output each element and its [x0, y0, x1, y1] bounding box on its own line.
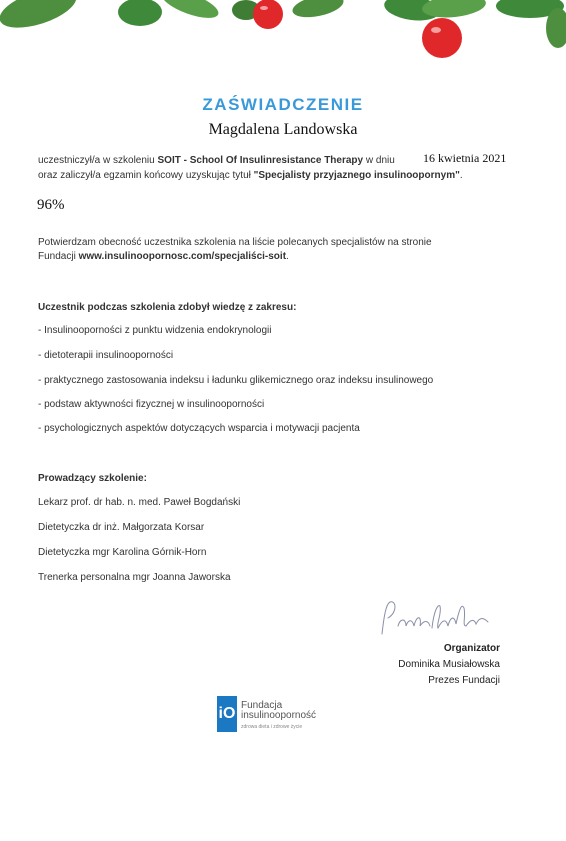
confirmation-line-2: Fundacji www.insulinoopornosc.com/specjaliści-soit.	[38, 251, 289, 262]
certificate-title: ZAŚWIADCZENIE	[202, 95, 364, 114]
exam-line: oraz zaliczył/a egzamin końcowy uzyskując tytuł "Specjalisty przyjaznego insulinoopornym".	[38, 170, 463, 181]
knowledge-heading: Uczestnik podczas szkolenia zdobył wiedzę z zakresu:	[38, 302, 297, 313]
foundation-logo	[217, 696, 347, 736]
school-name: SOIT - School Of Insulinresistance Therapy	[157, 155, 364, 166]
logo-mark: iO	[217, 696, 237, 732]
instructor-item: Dietetyczka dr inż. Małgorzata Korsar	[38, 522, 205, 533]
logo-line-2: insulinooporność	[241, 710, 317, 721]
knowledge-item: - Insulinooporności z punktu widzenia endokrynologii	[38, 325, 272, 336]
knowledge-item: - praktycznego zastosowania indeksu i ładunku glikemicznego oraz indeksu insulinowego	[38, 375, 434, 386]
organizer-name: Dominika Musiałowska	[398, 659, 500, 670]
knowledge-item: - psychologicznych aspektów dotyczących wsparcia i motywacji pacjenta	[38, 423, 360, 434]
participant-name: Magdalena Landowska	[208, 121, 358, 138]
participation-line: uczestniczył/a w szkoleniu SOIT - School Of Insulinresistance Therapy w dniu	[38, 155, 395, 166]
logo-tagline: zdrowa dieta i zdrowe życie	[241, 724, 303, 730]
instructor-item: Trenerka personalna mgr Joanna Jaworska	[38, 572, 231, 583]
instructor-item: Dietetyczka mgr Karolina Górnik-Horn	[38, 547, 207, 558]
organizer-signature	[376, 596, 506, 641]
instructor-item: Lekarz prof. dr hab. n. med. Paweł Bogdański	[38, 497, 241, 508]
exam-score: 96%	[37, 197, 65, 213]
decorative-header-leaves-tomatoes	[0, 0, 566, 70]
training-date: 16 kwietnia 2021	[423, 151, 507, 165]
specialists-url: www.insulinoopornosc.com/specjaliści-soit	[78, 251, 287, 262]
knowledge-item: - podstaw aktywności fizycznej w insulinooporności	[38, 399, 265, 410]
logo-line-1: Fundacja	[241, 700, 283, 711]
awarded-title: "Specjalisty przyjaznego insulinoopornym"	[253, 170, 460, 181]
knowledge-item: - dietoterapii insulinooporności	[38, 350, 174, 361]
organizer-role: Organizator	[443, 643, 500, 654]
organizer-position: Prezes Fundacji	[428, 675, 500, 686]
instructors-heading: Prowadzący szkolenie:	[38, 473, 147, 484]
confirmation-line-1: Potwierdzam obecność uczestnika szkolenia na liście polecanych specjalistów na stronie	[38, 237, 432, 248]
